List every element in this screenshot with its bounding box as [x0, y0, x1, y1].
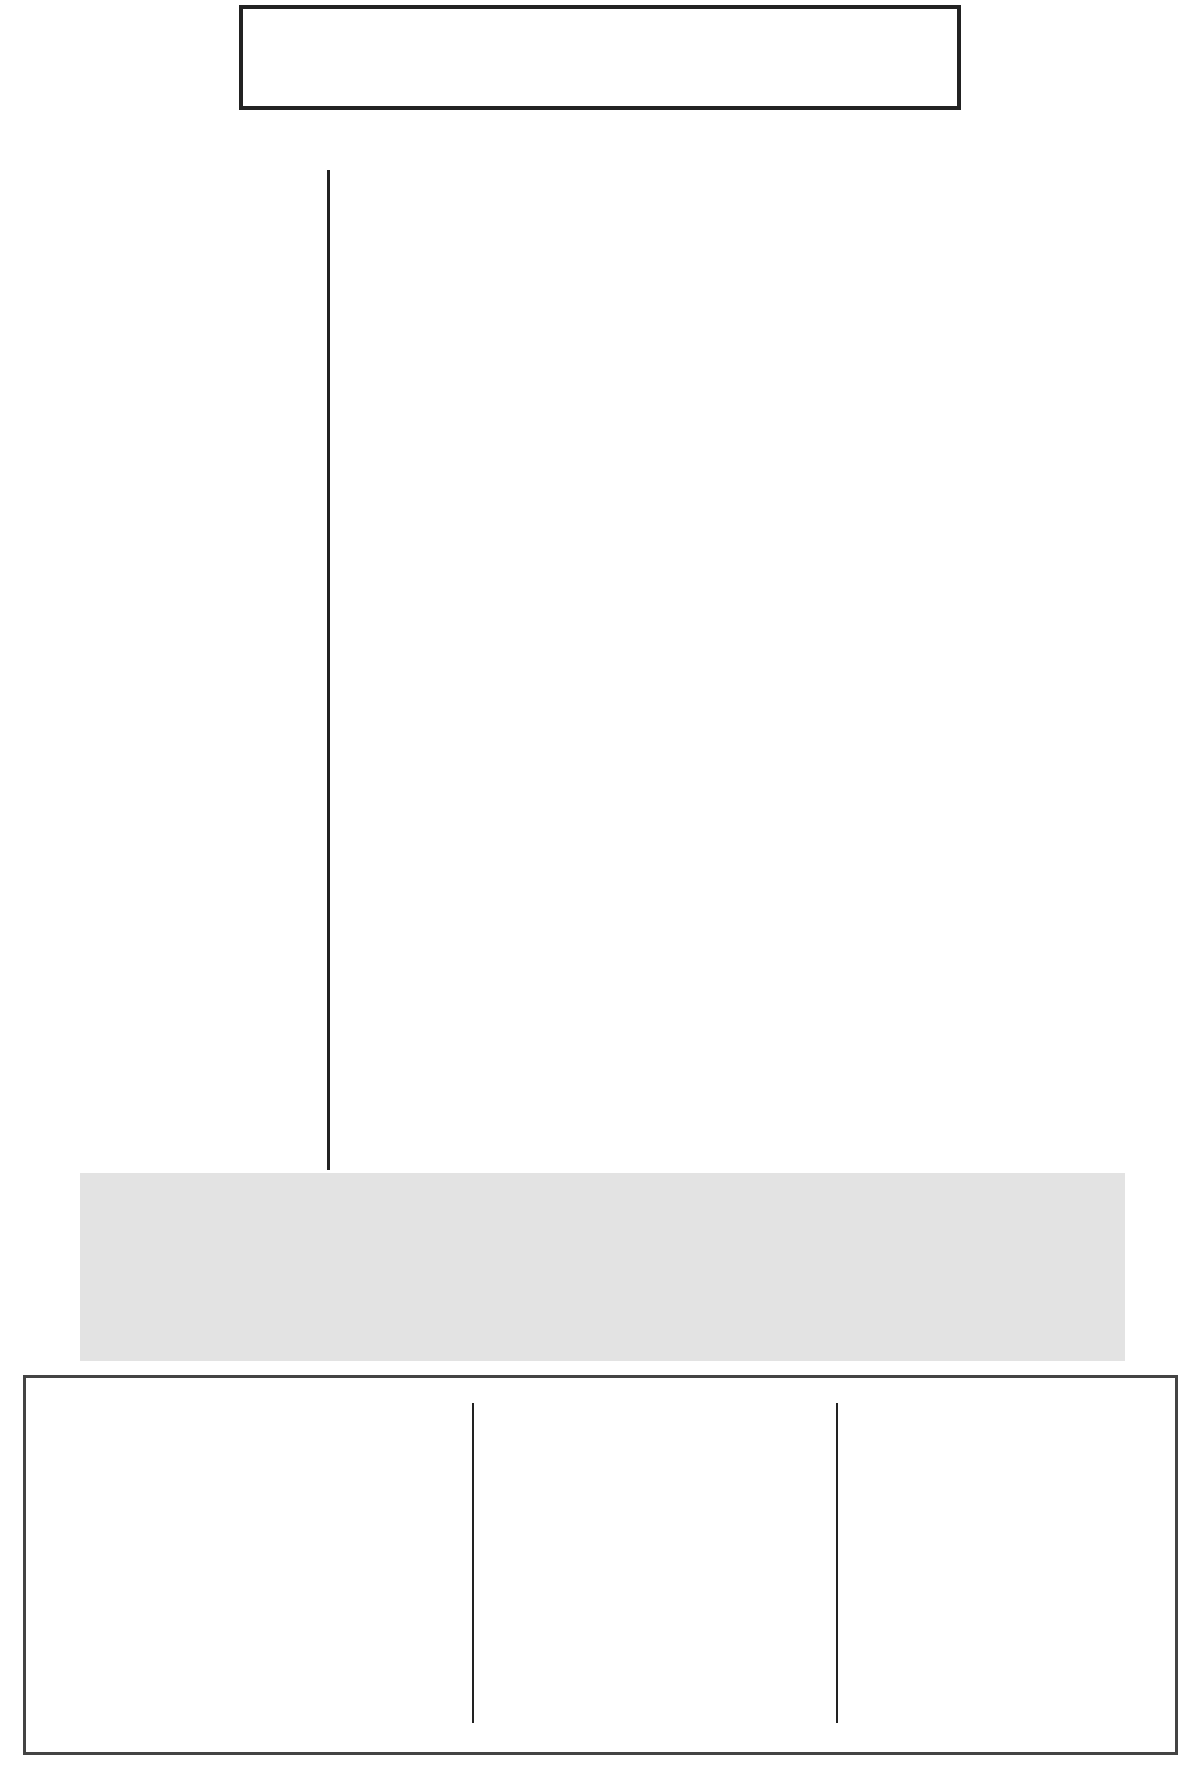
rolls-left-column	[351, 793, 681, 796]
rolls-right-column	[832, 793, 1182, 796]
nigiri-section	[25, 843, 270, 845]
sharing-right	[645, 1223, 1115, 1227]
vegetarian-section	[42, 1404, 482, 1414]
sharing-panel	[80, 1173, 1125, 1361]
title-box	[239, 5, 961, 110]
catering-section	[851, 1400, 1171, 1410]
bottom-info-box	[23, 1375, 1178, 1755]
bottom-divider-1	[472, 1403, 474, 1723]
blus-choice-roll	[895, 1103, 1185, 1123]
starters-section	[25, 142, 315, 148]
house-rolls-section	[349, 142, 1189, 152]
gluten-free-section	[491, 1402, 851, 1422]
sashimi-section	[25, 597, 270, 599]
column-divider	[327, 170, 330, 1170]
bottom-divider-2	[836, 1403, 838, 1723]
sharing-left	[127, 1228, 567, 1232]
